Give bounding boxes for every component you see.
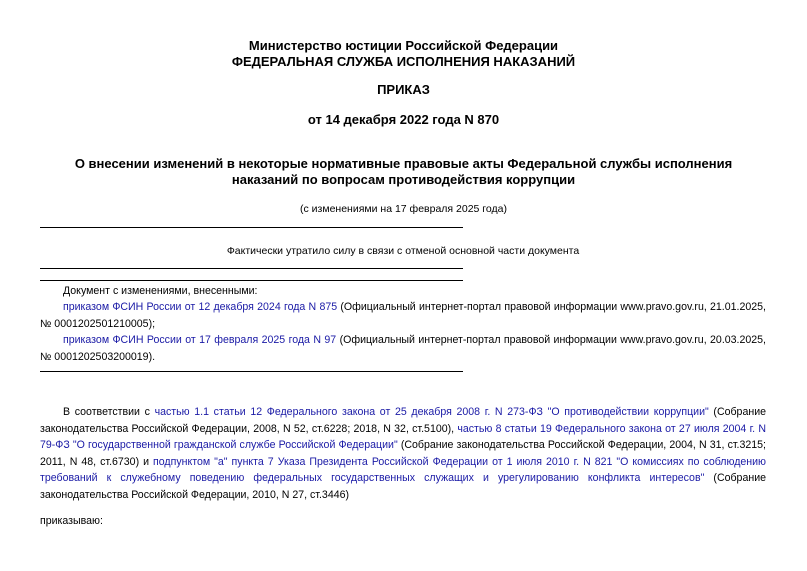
service-name: ФЕДЕРАЛЬНАЯ СЛУЖБА ИСПОЛНЕНИЯ НАКАЗАНИЙ <box>231 54 576 69</box>
status-note: Фактически утратило силу в связи с отменой основной части документа <box>226 245 580 257</box>
document-date-number: от 14 декабря 2022 года N 870 <box>307 112 500 127</box>
document-title-line-1: О внесении изменений в некоторые нормативные правовые акты Федеральной службы исполнения <box>74 156 733 171</box>
preamble-text: (Собрание законодательства Российской Федерации, 2004, N 31, ст.3215; 2011, N 48, ст.6730) и <box>40 439 766 468</box>
preamble-text: (Собрание законодательства Российской Федерации, 2010, N 27, ст.3446) <box>40 472 767 501</box>
preamble-text: (Собрание законодательства Российской Федерации, 2008, N 52, ст.6228; 2018, N 32, ст.5100), <box>40 406 767 435</box>
change-link[interactable]: приказом ФСИН России от 12 декабря 2024 года N 875 <box>63 301 338 313</box>
change-text: (Официальный интернет-портал правовой информации www.pravo.gov.ru, 21.01.2025, № 0001202501210005); <box>40 301 766 330</box>
divider <box>40 268 463 269</box>
divider <box>40 227 463 228</box>
change-item <box>40 332 766 365</box>
preamble-paragraph <box>40 404 766 504</box>
divider <box>40 371 463 372</box>
ministry-name: Министерство юстиции Российской Федерации <box>248 38 559 53</box>
decree-link-821[interactable]: подпунктом "а" пункта 7 Указа Президента Российской Федерации от 1 июля 2010 г. N 821 "О комиссиях по соблюдению требований к служебному поведению федеральных государственных служащих и урегулированию конфликта интересов" <box>40 455 766 485</box>
change-item <box>40 299 766 332</box>
revision-note: (с изменениями на 17 февраля 2025 года) <box>300 203 507 215</box>
divider <box>40 280 463 281</box>
preamble-text: В соответствии с <box>63 406 155 418</box>
document-type: ПРИКАЗ <box>377 82 430 97</box>
law-link-79fz[interactable]: частью 8 статьи 19 Федерального закона от 27 июля 2004 г. N 79-ФЗ "О государственной гражданской службе Российской Федерации" <box>40 422 766 452</box>
document-title-line-2: наказаний по вопросам противодействия коррупции <box>231 172 576 187</box>
order-word: приказываю: <box>40 515 103 527</box>
change-link[interactable]: приказом ФСИН России от 17 февраля 2025 года N 97 <box>63 334 337 346</box>
changes-intro: Документ с изменениями, внесенными: <box>63 285 258 297</box>
law-link-273fz[interactable]: частью 1.1 статьи 12 Федерального закона от 25 декабря 2008 г. N 273-ФЗ "О противодействии коррупции" <box>154 406 709 418</box>
change-text: (Официальный интернет-портал правовой информации www.pravo.gov.ru, 20.03.2025, № 0001202503200019). <box>40 334 766 363</box>
